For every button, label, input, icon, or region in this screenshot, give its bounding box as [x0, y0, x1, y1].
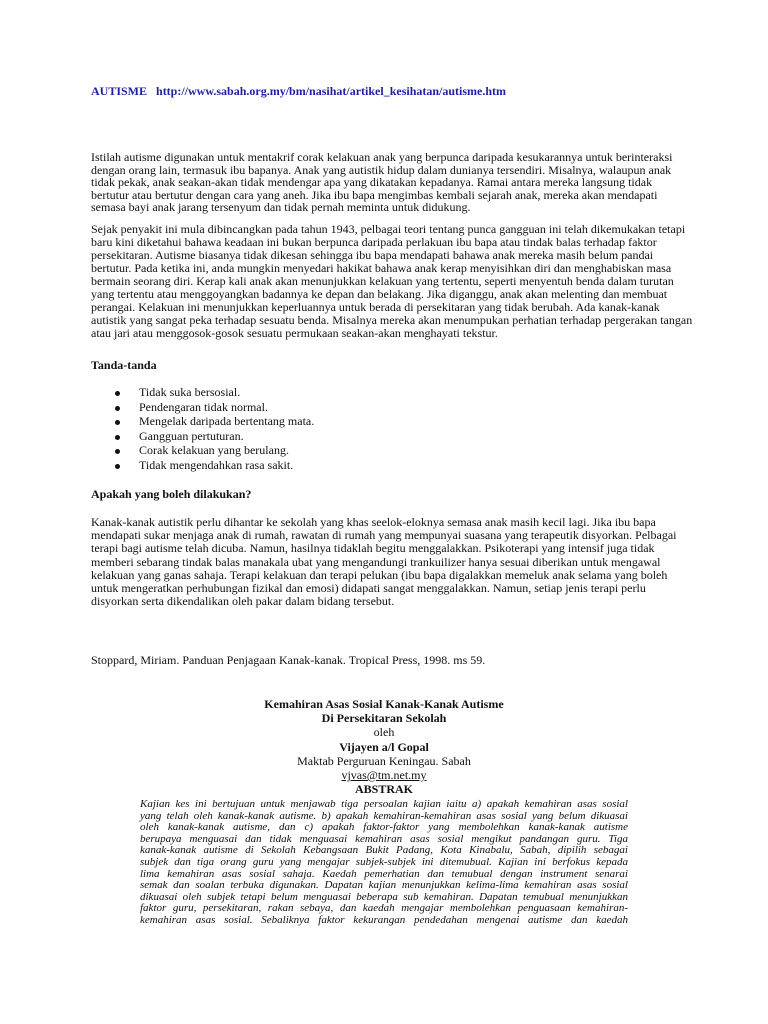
- list-item-text: Tidak suka bersosial.: [139, 385, 241, 399]
- list-item: [0, 458, 768, 473]
- paragraph-line: baru kini diketahui bahawa keadaan ini bukan berpunca daripada perlakuan ibu bapa atau tindak balas terhadap faktor: [91, 235, 657, 249]
- abstract-line: Kajian kes ini bertujuan untuk menjawab tiga persoalan kajian iaitu a) apakah kemahiran asas sosial: [140, 798, 628, 810]
- list-item: [0, 414, 768, 429]
- bullet-icon: [115, 449, 120, 454]
- bullet-icon: [115, 406, 120, 411]
- paragraph-line: mendapati sukar menjaga anak di rumah, rawatan di rumah yang mempunyai suasana yang terapeutik disyorkan. Pelbagai: [91, 528, 677, 543]
- abstract-line: subjek dan tiga orang guru yang mengajar subjek-subjek ini ditemubual. Kajian ini berfokus kepada: [140, 855, 628, 868]
- paragraph-line: bermain seorang diri. Kerap kali anak akan menunjukkan kelakuan yang tertentu, seperti menyentuh benda dalam turutan: [91, 274, 674, 288]
- list-item: [0, 429, 768, 444]
- abstract-line: kanak-kanak autisme di Sekolah Kebangsaan Bukit Padang, Kota Kinabalu, Sabah, dipilih sebagai: [140, 844, 628, 857]
- list-item-text: Corak kelakuan yang berulang.: [139, 443, 289, 458]
- list-item: [0, 400, 768, 415]
- abstract-line: yang telah oleh kanak-kanak autisme. b) apakah kemahiran-kemahiran asas sosial yang belum dikuasai: [140, 809, 628, 822]
- list-item: [0, 443, 768, 458]
- article-subtitle: Di Persekitaran Sekolah: [321, 711, 447, 726]
- article-title-block: [0, 697, 768, 796]
- paragraph-line: untuk mengeratkan perhubungan fizikal dan emosi) didapati sangat menggalakkan. Namun, setiap jenis terapi perlu: [91, 580, 646, 595]
- bullet-icon: [115, 420, 120, 425]
- paragraph-line: perangai. Kelakuan ini menunjukkan keperluannya untuk berada di persekitaran yang tidak berubah. Ada kanak-kanak: [91, 300, 660, 314]
- author-email-link[interactable]: vjvas@tm.net.my: [341, 767, 427, 782]
- intro-paragraph-1: [91, 151, 672, 214]
- paragraph-line: memberi sebarang tindak balas manakala ubat yang mengandungi trankuilizer hanya sesuai diberikan untuk mengawal: [91, 554, 661, 569]
- document-header: [91, 84, 506, 98]
- abstract-line: berupaya menguasai dan tidak menguasai kemahiran asas sosial mengikut pandangan guru. Tiga: [140, 832, 628, 845]
- abstract-line: oleh kanak-kanak autisme, dan c) apakah faktor-faktor yang membolehkan kanak-kanak autisme: [140, 821, 628, 834]
- list-item-text: Pendengaran tidak normal.: [139, 399, 268, 414]
- abstract-line: dikuasai oleh subjek tetapi belum menguasai beberapa sub kemahiran. Dapatan temubual menunjukkan: [140, 890, 628, 903]
- source-url-link[interactable]: http://www.sabah.org.my/bm/nasihat/artikel_kesihatan/autisme.htm: [156, 84, 507, 98]
- paragraph-line: bertutur. Pada ketika ini, anda mungkin menyedari hakikat bahawa anak kerap menyisihkan diri dan menghabiskan masa: [91, 261, 672, 275]
- abstract-heading: ABSTRAK: [354, 782, 413, 797]
- abstract-line: faktor guru, persekitaran, rakan sebaya, dan kaedah mengajar membolehkan penguasaan kemahiran-: [140, 902, 628, 915]
- paragraph-line: semasa bayi anak jarang tersenyum dan tidak pernah meminta untuk didukung.: [91, 200, 471, 214]
- list-item-text: Gangguan pertuturan.: [139, 428, 244, 443]
- paragraph-line: dengan orang lain, termasuk ibu bapanya. Anak yang autistik hidup dalam dunianya tersendiri. Misalnya, walaupun anak: [91, 162, 672, 177]
- treatment-paragraph: [91, 516, 676, 608]
- list-item: [0, 385, 768, 400]
- abstract-line: lima kemahiran asas sosial sahaja. Kaedah pemerhatian dan temubual dengan instrument senarai: [140, 867, 628, 880]
- list-item-text: Mengelak daripada bertentang mata.: [139, 414, 315, 429]
- paragraph-line: kelakuan yang ganas sahaja. Terapi kelakuan dan terapi pelukan (ibu bapa digalakkan memeluk anak selama yang boleh: [91, 567, 668, 582]
- bullet-icon: [115, 391, 120, 396]
- article-title: Kemahiran Asas Sosial Kanak-Kanak Autisme: [264, 697, 504, 711]
- paragraph-line: bertutur atau bertutur dengan cara yang aneh. Jika ibu bapa mengimbas kembali sejarah anak, mereka akan mendapati: [91, 187, 658, 202]
- abstract-line: kemahiran asas sosial. Sebaliknya faktor kekurangan pendedahan mengenai autisme dan kaedah: [140, 913, 628, 926]
- list-item-text: Tidak mengendahkan rasa sakit.: [139, 457, 294, 472]
- abstract-text: [140, 799, 628, 927]
- paragraph-line: disyorkan serta dikendalikan oleh pakar dalam bidang tersebut.: [91, 594, 395, 609]
- bullet-icon: [115, 464, 120, 469]
- paragraph-line: persekitaran. Autisme biasanya tidak dikesan sehingga ibu bapa mendapati bahawa anak mereka masih belum pandai: [91, 248, 654, 262]
- header-title: AUTISME: [91, 84, 148, 98]
- paragraph-line: Istilah autisme digunakan untuk mentakrif corak kelakuan anak yang berpunca daripada kesukarannya untuk berinteraksi: [91, 150, 673, 164]
- paragraph-line: Sejak penyakit ini mula dibincangkan pada tahun 1943, pelbagai teori tentang punca gangguan ini telah dikemukakan tetapi: [91, 222, 686, 236]
- signs-bullet-list: [0, 385, 768, 473]
- signs-heading: Tanda-tanda: [91, 358, 157, 372]
- author-by-label: oleh: [373, 725, 395, 740]
- bullet-icon: [115, 435, 120, 440]
- author-name: Vijayen a/l Gopal: [339, 739, 429, 754]
- paragraph-line: Kanak-kanak autistik perlu dihantar ke sekolah yang khas seelok-eloknya semasa anak masih kecil lagi. Jika ibu bapa: [91, 515, 656, 529]
- author-email-row: [0, 768, 768, 782]
- paragraph-line: atau jari atau menggosok-gosok sesuatu permukaan seakan-akan menghayati tekstur.: [91, 326, 498, 340]
- treatment-heading: Apakah yang boleh dilakukan?: [91, 487, 252, 501]
- intro-paragraph-2: [91, 223, 692, 340]
- paragraph-line: yang tertentu atau menggoyangkan badannya ke depan dan belakang. Jika diganggu, anak akan melenting dan membuat: [91, 287, 668, 301]
- reference-citation: Stoppard, Miriam. Panduan Penjagaan Kanak-kanak. Tropical Press, 1998. ms 59.: [91, 653, 486, 667]
- paragraph-line: autistik yang sangat peka terhadap sesuatu benda. Misalnya mereka akan menumpukan perhatian terhadap pergerakan tangan: [91, 313, 693, 327]
- abstract-line: semak dan soalan terbuka digunakan. Dapatan kajian menunjukkan kelima-lima kemahiran asas sosial: [140, 879, 628, 892]
- paragraph-line: terapi bagi autisme telah dicuba. Namun, hasilnya tidaklah begitu menggalakkan. Psikoterapi yang intensif juga tidak: [91, 541, 655, 556]
- paragraph-line: tidak pekak, anak seakan-akan tidak mendengar apa yang dikatakan kepadanya. Ramai antara mereka langsung tidak: [91, 175, 653, 189]
- author-institution: Maktab Perguruan Keningau. Sabah: [297, 753, 471, 768]
